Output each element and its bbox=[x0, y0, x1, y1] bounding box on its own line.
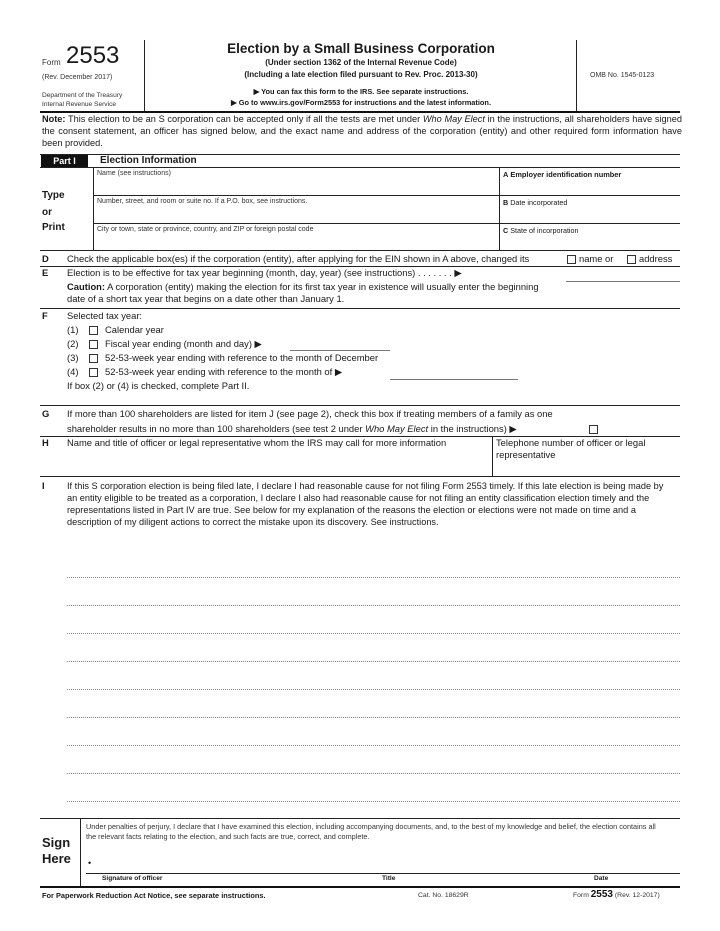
name-change-label: name or bbox=[579, 253, 614, 264]
line-h-divider bbox=[492, 436, 493, 476]
line-g-text-2 bbox=[67, 423, 517, 435]
fiscal-year-label: Fiscal year ending (month and day) ▶ bbox=[105, 338, 262, 349]
week-month-field[interactable] bbox=[390, 365, 518, 378]
explanation-line bbox=[67, 605, 680, 606]
telephone-field[interactable] bbox=[494, 462, 680, 476]
footer-rule bbox=[40, 886, 680, 888]
print-label: Print bbox=[42, 222, 65, 233]
note-text-b: in the instructions, all shareholders have signed the consent statement, an officer has signed below, and the exact name and address of the corporation (entity) and other required form information have been provided. bbox=[42, 114, 682, 149]
line-e-letter: E bbox=[42, 267, 49, 278]
week-december-label: 52-53-week year ending with reference to the month of December bbox=[105, 352, 379, 363]
signature-line bbox=[86, 873, 680, 874]
line-g-text-2b: in the instructions) ▶ bbox=[428, 423, 517, 434]
explanation-line bbox=[67, 689, 680, 690]
date-incorporated-text: Date incorporated bbox=[510, 198, 568, 207]
state-incorporation-field[interactable] bbox=[500, 235, 680, 250]
state-incorporation-letter: C bbox=[503, 226, 509, 235]
row2-rule bbox=[93, 223, 680, 224]
state-incorporation-label bbox=[503, 226, 579, 235]
paperwork-notice: For Paperwork Reduction Act Notice, see separate instructions. bbox=[42, 891, 266, 900]
explanation-line bbox=[67, 633, 680, 634]
type-label: Type bbox=[42, 190, 65, 201]
perjury-statement: Under penalties of perjury, I declare that I have examined this election, including accompanying documents, and, to the best of my knowledge and belief, the election contains all the relevant facts relating to the election, and such facts are true, correct, and complete. bbox=[86, 822, 656, 841]
form-label: Form bbox=[42, 58, 61, 67]
calendar-year-checkbox[interactable] bbox=[89, 326, 98, 335]
line-h-letter: H bbox=[42, 437, 49, 448]
sign-label: Sign bbox=[42, 835, 71, 850]
goto-note: ▶ Go to www.irs.gov/Form2553 for instructions and the latest information. bbox=[230, 98, 491, 107]
fiscal-year-underline bbox=[290, 350, 390, 351]
line-g-text-2a: shareholder results in no more than 100 shareholders (see test 2 under bbox=[67, 423, 366, 434]
footer-form-id bbox=[573, 889, 660, 900]
part1-title: Election Information bbox=[100, 155, 197, 166]
revision-date: (Rev. December 2017) bbox=[42, 74, 113, 81]
line-g-text-1: If more than 100 shareholders are listed for item J (see page 2), check this box if treating members of a family as one bbox=[67, 408, 553, 419]
title-field[interactable] bbox=[380, 852, 580, 872]
department-line: Department of the Treasury bbox=[42, 92, 123, 99]
footer-form-label: Form bbox=[573, 892, 589, 899]
explanation-line bbox=[67, 773, 680, 774]
calendar-year-label: Calendar year bbox=[105, 324, 164, 335]
date-field[interactable] bbox=[592, 852, 680, 872]
line-g-letter: G bbox=[42, 408, 50, 419]
line-f-letter: F bbox=[42, 310, 48, 321]
line-f-rule bbox=[40, 405, 680, 406]
effective-date-underline bbox=[566, 281, 680, 282]
name-change-checkbox[interactable] bbox=[567, 255, 576, 264]
explanation-line bbox=[67, 745, 680, 746]
footer-form-number: 2553 bbox=[590, 889, 613, 900]
option-3-number: (3) bbox=[67, 352, 79, 363]
fax-note: ▶ You can fax this form to the IRS. See separate instructions. bbox=[253, 87, 469, 96]
form-subtitle-1: (Under section 1362 of the Internal Revenue Code) bbox=[265, 58, 457, 67]
note-label: Note: bbox=[42, 114, 66, 124]
or-label: or bbox=[42, 207, 52, 218]
telephone-label: Telephone number of officer or legal representative bbox=[496, 437, 646, 460]
row1-rule bbox=[93, 195, 680, 196]
footer-revision: (Rev. 12-2017) bbox=[614, 892, 660, 899]
line-d-text: Check the applicable box(es) if the corporation (entity), after applying for the EIN shown in A above, changed its bbox=[67, 253, 530, 264]
explanation-area[interactable] bbox=[67, 555, 680, 805]
officer-name-field[interactable] bbox=[67, 450, 491, 474]
line-g-text-2-italic: Who May Elect bbox=[365, 423, 429, 434]
city-field-label: City or town, state or province, country, and ZIP or foreign postal code bbox=[97, 226, 314, 233]
part1-title-rule bbox=[40, 167, 680, 168]
street-field[interactable] bbox=[94, 207, 498, 223]
week-december-checkbox[interactable] bbox=[89, 354, 98, 363]
sign-top-rule bbox=[40, 818, 680, 819]
week-month-checkbox[interactable] bbox=[89, 368, 98, 377]
line-e-rule bbox=[40, 308, 680, 309]
date-incorporated-label bbox=[503, 198, 567, 207]
state-incorporation-text: State of incorporation bbox=[510, 226, 579, 235]
omb-number: OMB No. 1545-0123 bbox=[590, 72, 655, 79]
ein-text: Employer identification number bbox=[510, 170, 622, 179]
address-change-checkbox[interactable] bbox=[627, 255, 636, 264]
header-divider-right bbox=[576, 40, 577, 112]
fiscal-year-checkbox[interactable] bbox=[89, 340, 98, 349]
line-h-rule bbox=[40, 476, 680, 477]
line-i-letter: I bbox=[42, 480, 45, 491]
option-1-number: (1) bbox=[67, 324, 79, 335]
title-label: Title bbox=[382, 875, 396, 882]
signature-field[interactable] bbox=[86, 852, 362, 872]
address-change-label: address bbox=[639, 253, 673, 264]
caution-label: Caution: bbox=[67, 281, 106, 292]
week-month-label: 52-53-week year ending with reference to the month of ▶ bbox=[105, 366, 343, 377]
fiscal-year-field[interactable] bbox=[290, 337, 390, 350]
effective-date-field[interactable] bbox=[566, 267, 680, 281]
ein-letter: A bbox=[503, 170, 509, 179]
name-field[interactable] bbox=[94, 179, 498, 195]
form-number: 2553 bbox=[66, 42, 120, 69]
explanation-line bbox=[67, 577, 680, 578]
signature-marker: • bbox=[88, 858, 92, 868]
sign-divider bbox=[80, 818, 81, 886]
explanation-line bbox=[67, 801, 680, 802]
city-field[interactable] bbox=[94, 235, 498, 250]
note-text-a: This election to be an S corporation can be accepted only if all the tests are met under bbox=[68, 114, 423, 124]
line-e-caution bbox=[67, 281, 557, 305]
line-i-text: If this S corporation election is being filed late, I declare I had reasonable cause for not filing Form 2553 timely. If this late election is being made by an entity eligible to be treated as a corporation, I declare I also had reasonable cause for not filing an entity classification election timely and the representations listed in Part IV are true. See below for my explanation of the reasons the election or elections were not made on time and a description of my diligent actions to correct the mistake upon its discovery. See instructions. bbox=[67, 481, 664, 527]
date-incorporated-letter: B bbox=[503, 198, 509, 207]
header-divider-left bbox=[144, 40, 145, 112]
form-title: Election by a Small Business Corporation bbox=[227, 41, 495, 56]
signature-label: Signature of officer bbox=[102, 875, 163, 882]
street-field-label: Number, street, and room or suite no. If a P.O. box, see instructions. bbox=[97, 198, 308, 205]
here-label: Here bbox=[42, 851, 71, 866]
explanation-line bbox=[67, 717, 680, 718]
note-text-italic: Who May Elect bbox=[422, 114, 485, 124]
explanation-line bbox=[67, 661, 680, 662]
line-d-letter: D bbox=[42, 253, 49, 264]
date-label: Date bbox=[594, 875, 609, 882]
option-2-number: (2) bbox=[67, 338, 79, 349]
date-incorporated-field[interactable] bbox=[500, 207, 680, 223]
line-f-text: Selected tax year: bbox=[67, 310, 143, 321]
line-e-text: Election is to be effective for tax year beginning (month, day, year) (see instructions) . . . . . . . ▶ bbox=[67, 267, 462, 278]
ein-label bbox=[503, 170, 621, 179]
catalog-number: Cat. No. 18629R bbox=[418, 892, 469, 899]
option-4-number: (4) bbox=[67, 366, 79, 377]
part1-label: Part I bbox=[41, 155, 88, 167]
caution-text: A corporation (entity) making the election for its first tax year in existence will usually enter the beginning date of a short tax year that begins on a date other than January 1. bbox=[67, 281, 539, 304]
service-line: Internal Revenue Service bbox=[42, 101, 117, 108]
note-paragraph bbox=[42, 113, 682, 150]
form-subtitle-2: (Including a late election filed pursuant to Rev. Proc. 2013-30) bbox=[244, 70, 478, 79]
family-shareholder-checkbox[interactable] bbox=[589, 425, 598, 434]
part2-note: If box (2) or (4) is checked, complete Part II. bbox=[67, 380, 250, 391]
week-month-underline bbox=[390, 379, 518, 380]
part1-bottom-rule bbox=[40, 250, 680, 251]
line-h-text: Name and title of officer or legal representative whom the IRS may call for more information bbox=[67, 437, 447, 448]
ein-field[interactable] bbox=[500, 179, 680, 195]
name-field-label: Name (see instructions) bbox=[97, 170, 171, 177]
